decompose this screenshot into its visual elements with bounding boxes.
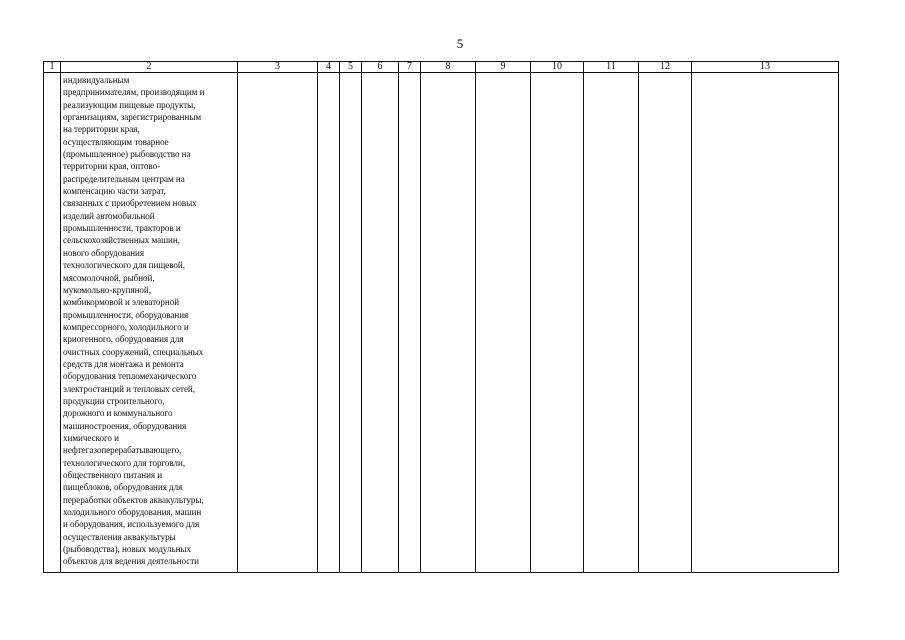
column-header-8: 8: [421, 62, 476, 73]
description-line: сельскохозяйственных машин,: [63, 235, 180, 246]
cell-col-13: [692, 73, 839, 573]
description-line: дорожного и коммунального: [63, 408, 173, 419]
cell-col-6: [362, 73, 399, 573]
description-line: общественного питания и: [63, 470, 163, 480]
description-line: средств для монтажа и ремонта: [63, 358, 184, 369]
description-line: связанных с приобретением новых: [63, 198, 197, 209]
description-line: мясомолочной, рыбной,: [63, 272, 155, 283]
column-header-6: 6: [362, 62, 399, 73]
description-line: и оборудования, используемого для: [63, 519, 200, 530]
description-line: химического и: [63, 432, 119, 443]
cell-col-12: [639, 73, 692, 573]
column-header-12: 12: [639, 62, 692, 73]
column-header-2: 2: [61, 62, 238, 73]
description-line: оборудования тепломеханического: [63, 371, 197, 382]
description-line: промышленности, оборудования: [63, 309, 189, 320]
description-line: машиностроения, оборудования: [63, 420, 187, 431]
column-header-1: 1: [44, 62, 61, 73]
description-line: (промышленное) рыбоводство на: [63, 149, 191, 160]
description-line: комбикормовой и элеваторной: [63, 297, 180, 308]
description-line: организациям, зарегистрированным: [63, 112, 202, 123]
cell-col-5: [340, 73, 362, 573]
cell-col-10: [531, 73, 584, 573]
description-line: изделий автомобильной: [63, 210, 155, 221]
cell-col-9: [476, 73, 531, 573]
description-line: нового оборудования: [63, 247, 144, 258]
cell-col-8: [421, 73, 476, 573]
cell-col-7: [399, 73, 421, 573]
description-line: технологического для торговли,: [63, 457, 186, 468]
description-line: (рыбоводства), новых модульных: [63, 544, 191, 555]
cell-col-1: [44, 73, 61, 573]
description-line: индивидуальным: [63, 75, 130, 85]
cell-col-4: [318, 73, 340, 573]
column-header-10: 10: [531, 62, 584, 73]
cell-col-3: [238, 73, 318, 573]
column-header-11: 11: [584, 62, 639, 73]
description-line: мукомольно-крупяной,: [63, 284, 151, 295]
column-header-4: 4: [318, 62, 340, 73]
data-table: [43, 61, 839, 573]
description-line: криогенного, оборудования для: [63, 334, 184, 345]
column-header-9: 9: [476, 62, 531, 73]
description-line: технологического для пищевой,: [63, 260, 185, 271]
column-header-3: 3: [238, 62, 318, 73]
description-line: реализующим пищевые продукты,: [63, 99, 196, 110]
description-line: компрессорного, холодильного и: [63, 321, 189, 332]
column-header-7: 7: [399, 62, 421, 73]
column-header-13: 13: [692, 62, 839, 73]
description-line: распределительным центрам на: [63, 173, 185, 184]
description-line: осуществления аквакультуры: [63, 531, 176, 542]
column-header-5: 5: [340, 62, 362, 73]
description-line: на территории края,: [63, 124, 140, 135]
page-number: 5: [456, 36, 464, 51]
description-line: пищеблоков, оборудования для: [63, 482, 183, 493]
description-line: нефтегазоперерабатывающего,: [63, 445, 182, 456]
column-number-row: [44, 62, 839, 73]
cell-description: [61, 73, 238, 573]
description-line: электростанций и тепловых сетей,: [63, 383, 195, 394]
description-line: компенсацию части затрат,: [63, 186, 166, 197]
description-line: территории края, оптово-: [63, 161, 161, 172]
cell-col-11: [584, 73, 639, 573]
table-row: [44, 73, 839, 573]
description-line: очистных сооружений, специальных: [63, 346, 204, 357]
description-line: промышленности, тракторов и: [63, 223, 181, 234]
description-line: объектов для ведения деятельности: [63, 556, 199, 567]
description-line: осуществляющим товарное: [63, 136, 169, 147]
description-line: холодильного оборудования, машин: [63, 507, 202, 518]
description-line: предпринимателям, производящим и: [63, 87, 205, 98]
description-line: переработки объектов аквакультуры,: [63, 494, 204, 505]
description-line: продукции строительного,: [63, 395, 165, 406]
